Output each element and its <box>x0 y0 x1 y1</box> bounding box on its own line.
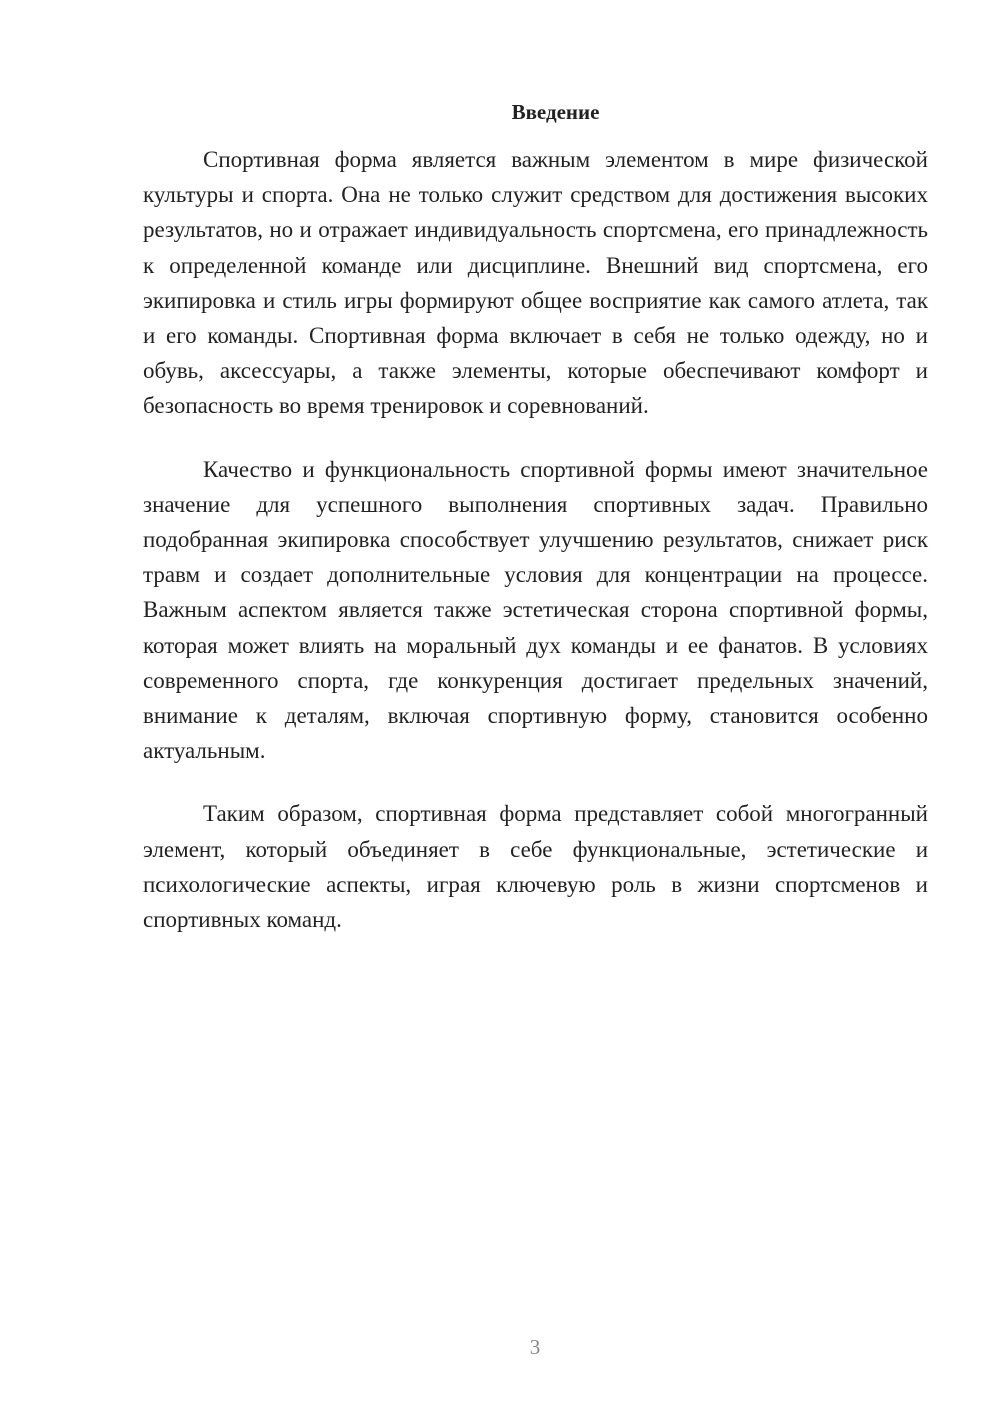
section-heading: Введение <box>511 100 600 124</box>
paragraph-1: Спортивная форма является важным элементом в мире физической культуры и спорта. Она не только служит средством для достижения высоких результатов, но и отражает индивидуальность спортсмена, его принадлежность к определенной команде или дисциплине. Внешний вид спортсмена, его экипировка и стиль игры формируют общее восприятие как самого атлета, так и его команды. Спортивная форма включает в себя не только одежду, но и обувь, аксессуары, а также элементы, которые обеспечивают комфорт и безопасность во время тренировок и соревнований. <box>143 147 928 419</box>
paragraph-2: Качество и функциональность спортивной формы имеют значительное значение для успешного выполнения спортивных задач. Правильно подобранная экипировка способствует улучшению результатов, снижает риск травм и создает дополнительные условия для концентрации на процессе. Важным аспектом является также эстетическая сторона спортивной формы, которая может влиять на моральный дух команды и ее фанатов. В условиях современного спорта, где конкуренция достигает предельных значений, внимание к деталям, включая спортивную форму, становится особенно актуальным. <box>143 456 928 764</box>
paragraph-3: Таким образом, спортивная форма представляет собой многогранный элемент, который объединяет в себе функциональные, эстетические и психологические аспекты, играя ключевую роль в жизни спортсменов и спортивных команд. <box>143 801 928 933</box>
page-content <box>143 98 928 965</box>
page-number: 3 <box>529 1335 541 1359</box>
